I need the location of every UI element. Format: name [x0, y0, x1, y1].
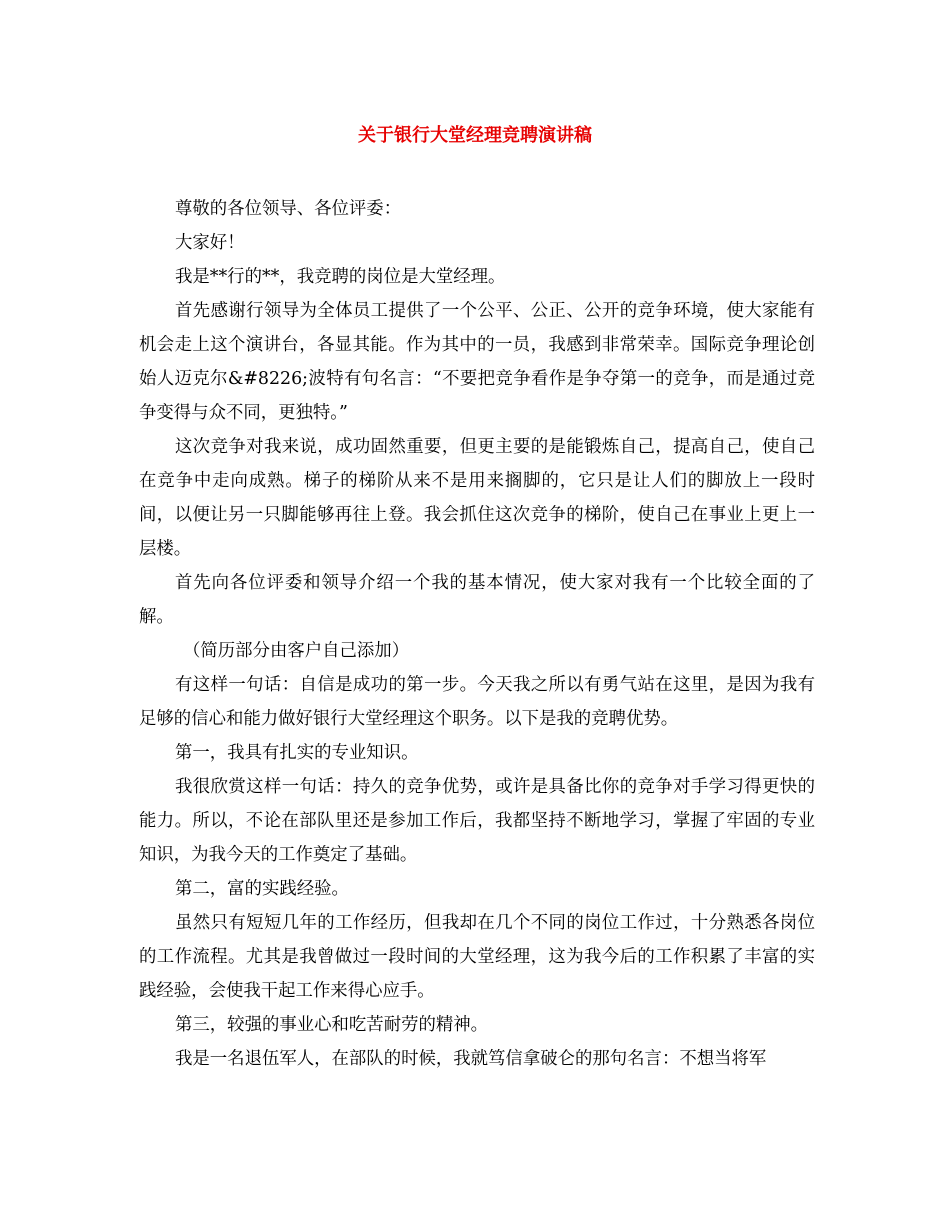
paragraph-experience: 虽然只有短短几年的工作经历，但我却在几个不同的岗位工作过，十分熟悉各岗位的工作流程。尤其是我曾做过一段时间的大堂经理，这为我今后的工作积累了丰富的实践经验，会使我干起工作来得心应手。: [139, 913, 815, 1001]
document-title: 关于银行大堂经理竞聘演讲稿: [358, 125, 592, 146]
paragraph-point-three: 第三，较强的事业心和吃苦耐劳的精神。: [175, 1015, 489, 1035]
paragraph-confidence: 有这样一句话：自信是成功的第一步。今天我之所以有勇气站在这里，是因为我有足够的信心和能力做好银行大堂经理这个职务。以下是我的竞聘优势。: [139, 675, 815, 729]
paragraph-thanks: 首先感谢行领导为全体员工提供了一个公平、公正、公开的竞争环境，使大家能有机会走上这个演讲台，各显其能。作为其中的一员，我感到非常荣幸。国际竞争理论创始人迈克尔&#8226;波特有句名言：“不要把竞争看作是争夺第一的竞争，而是通过竞争变得与众不同，更独特。”: [139, 301, 815, 423]
paragraph-veteran: 我是一名退伍军人，在部队的时候，我就笃信拿破仑的那句名言：不想当将军: [175, 1049, 767, 1069]
paragraph-point-two: 第二，富的实践经验。: [175, 879, 349, 899]
paragraph-resume-note: （简历部分由客户自己添加）: [183, 641, 410, 661]
paragraph-salutation: 尊敬的各位领导、各位评委：: [175, 199, 402, 219]
paragraph-point-one: 第一，我具有扎实的专业知识。: [175, 743, 419, 763]
document-body: [139, 192, 815, 1076]
paragraph-competition: 这次竞争对我来说，成功固然重要，但更主要的是能锻炼自己，提高自己，使自己在竞争中走向成熟。梯子的梯阶从来不是用来搁脚的，它只是让人们的脚放上一段时间，以便让另一只脚能够再往上登。我会抓住这次竞争的梯阶，使自己在事业上更上一层楼。: [139, 437, 815, 559]
paragraph-background-intro: 首先向各位评委和领导介绍一个我的基本情况，使大家对我有一个比较全面的了解。: [139, 573, 815, 627]
paragraph-self-intro: 我是**行的**，我竞聘的岗位是大堂经理。: [175, 267, 506, 287]
paragraph-learning: 我很欣赏这样一句话：持久的竞争优势，或许是具备比你的竞争对手学习得更快的能力。所以，不论在部队里还是参加工作后，我都坚持不断地学习，掌握了牢固的专业知识，为我今天的工作奠定了基础。: [139, 777, 815, 865]
paragraph-greeting: 大家好！: [175, 233, 245, 253]
